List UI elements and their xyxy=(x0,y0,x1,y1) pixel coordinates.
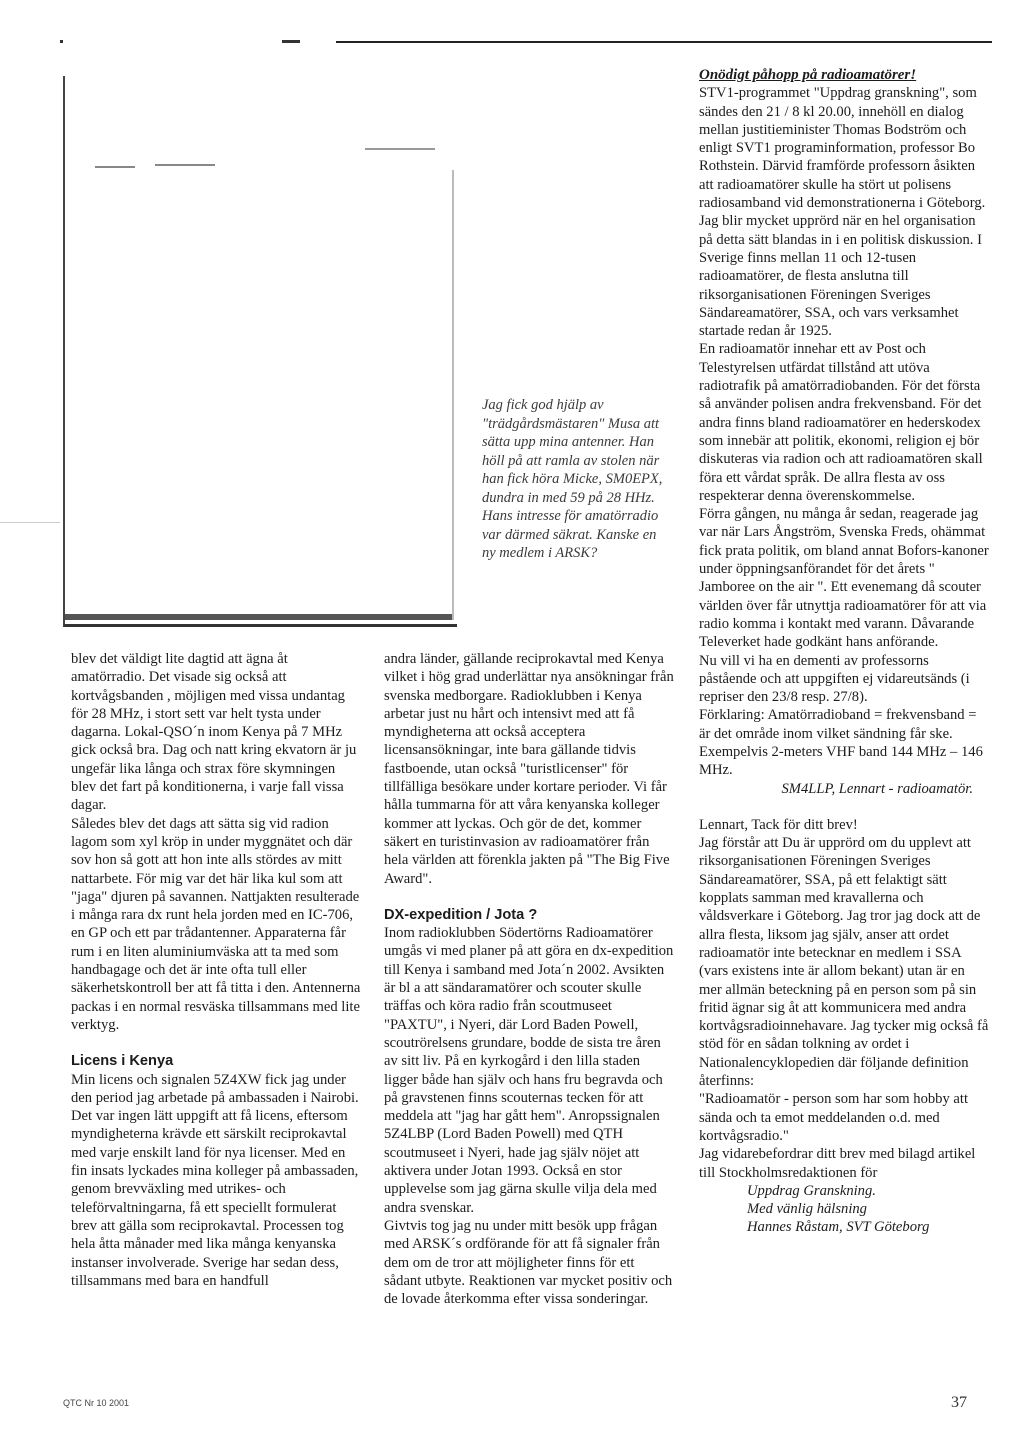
paragraph: andra länder, gällande reciprokavtal med Kenya vilket i hög grad underlättar nya ansökningar från svenska medborgare. Radioklubben i Kenya arbetar just nu hårt och intensivt med att få myndigheterna att också acceptera licensansökningar, inte bara gällande tidvis fastboende, utan också "turistlicenser" för tillfälliga besökare under kortare perioder. Vi får hålla tummarna för att våra kenyanska kolleger kommer att lyckas. Och gör de det, kommer säkert en turistinvasion av radioamatörer från hela världen att förenkla jakten på "The Big Five Award". xyxy=(384,651,674,887)
section-heading-licens: Licens i Kenya xyxy=(71,1053,174,1070)
paragraph: Jag vidarebefordrar ditt brev med bilagd artikel till Stockholmsredaktionen för xyxy=(699,1146,976,1181)
paragraph: Inom radioklubben Södertörns Radioamatörer umgås vi med planer på att göra en dx-expedition till Kenya i samband med Jota´n 2002. Avsikten är bl a att sändaramatörer och scouter skulle träffas och köra radio från scoutmuseet "PAXTU", i Nyeri, där Lord Baden Powell, scoutrörelsens grundare, bodde de sista tre åren av sitt liv. På en kyrkogård i den lilla staden ligger både han själv och hans fru begravda och på gravstenen finns scouternas tecken för att meddela att "jag har gått hem". Anropssignalen 5Z4LBP (Lord Baden Powell) med QTH scoutmuseet i Nyeri, hade jag själv nöjet att aktivera under Jotan 1993. Också en stor upplevelse som jag gärna skulle vilja dela med andra svenskar. xyxy=(384,925,674,1216)
paragraph: blev det väldigt lite dagtid att ägna åt amatörradio. Det visade sig också att kortvågsbanden , möjligen med vissa undantag för 28 MHz, i stort sett var helt tysta under dagarna. Lokal-QSO´n inom Kenya på 7 MHz gick också bra. Dag och natt kring ekvatorn är ju ungefär lika långa och strax före skymningen blev det fart på konditionerna, i varje fall vissa dagar. xyxy=(71,651,357,814)
top-dashes xyxy=(60,40,336,43)
paragraph: STV1-programmet "Uppdrag granskning", som sändes den 21 / 8 kl 20.00, innehöll en dialog mellan justitieminister Thomas Bodström och enligt SVT1 programinformation, professor Bo Rothstein. Därvid framförde professorn åsikten att radioamatörer skulle ha stört ut polisens radiosamband vid demonstrationerna i Göteborg. xyxy=(699,85,986,212)
paragraph: Således blev det dags att sätta sig vid radion lagom som xyl kröp in under myggnätet och där sov hon så gott att hon inte alls stördes av mitt nattarbete. För mig var det här lika kul som att "jaga" djuren på savannen. Nattjakten resulterade i många rara dx runt hela jorden med en IC-706, en GP och ett par trådantenner. Apparaterna får rum i en liten aluminiumväska att ta med som handbagage och det är inte ofta tull eller säkerhetskontroll ber att få titta i den. Antennerna packas i en normal resväska tillsammans med lite verktyg. xyxy=(71,815,361,1033)
paragraph: Nu vill vi ha en dementi av professorns påstående och att uppgiften ej vidareutsänds (i repriser den 23/8 resp. 27/8). xyxy=(699,652,970,706)
paragraph: Givtvis tog jag nu under mitt besök upp frågan med ARSK´s ordförande för att få signaler från dem om de tror att möjligheter finns för ett sådant utbyte. Reaktionen var mycket positiv och de lovade återkomma efter vissa sonderingar. xyxy=(384,1217,673,1308)
divider xyxy=(0,522,60,523)
issue-label: QTC Nr 10 2001 xyxy=(63,1398,130,1408)
column-3 xyxy=(699,66,989,1237)
signature-line: Uppdrag Granskning. xyxy=(747,1182,876,1199)
column-1 xyxy=(71,650,361,1290)
column-2 xyxy=(384,650,674,1308)
paragraph: Jag blir mycket upprörd när en hel organisation på detta sätt blandas in i en politisk diskussion. I Sverige finns mellan 11 och 12-tusen radioamatörer, de flesta anslutna till riksorganisationen Föreningen Sveriges Sändareamatörer, SSA, och vars verksamhet startade redan år 1925. xyxy=(699,213,982,340)
paragraph: Min licens och signalen 5Z4XW fick jag under den period jag arbetade på ambassaden i Nairobi. Det var ingen lätt uppgift att få licens, eftersom myndigheterna krävde ett särskilt reciprokavtal med varje enskilt land för nya licenser. Med en fin insats lyckades mina kolleger på ambassaden, genom brevväxling med utrikes- och teleförvaltningarna, få ett speciellt formulerat brev att gälla som reciprokavtal. Processen tog hela åtta månader med lika många kenyanska instanser involverade. Sverige har sedan dess, tillsammans med bara en handfull xyxy=(71,1071,359,1289)
paragraph: Lennart, Tack för ditt brev! xyxy=(699,816,858,833)
photo xyxy=(63,76,457,627)
section-heading-dx: DX-expedition / Jota ? xyxy=(384,906,538,923)
signature-line: Hannes Råstam, SVT Göteborg xyxy=(747,1219,930,1236)
photo-caption: Jag fick god hjälp av "trädgårdsmästaren" Musa att sätta upp mina antenner. Han höll på att ramla av stolen när han fick höra Micke, SM0EPX, dundra in med 59 på 28 HHz. Hans intresse för amatörradio var därmed säkrat. Kanske en ny medlem i ARSK? xyxy=(482,397,663,561)
page-number: 37 xyxy=(951,1394,967,1411)
signature-lennart: SM4LLP, Lennart - radioamatör. xyxy=(781,780,973,797)
photo-edge xyxy=(452,170,454,620)
paragraph: Förklaring: Amatörradioband = frekvensband = är det område inom vilket sändning får ske. Exempelvis 2-meters VHF band 144 MHz – 146 MHz. xyxy=(699,707,983,779)
paragraph: "Radioamatör - person som har som hobby att sända och ta emot meddelanden o.d. med kortvågsradio." xyxy=(699,1091,969,1144)
paragraph: Jag förstår att Du är upprörd om du upplevt att riksorganisationen Föreningen Sveriges Sändareamatörer, SSA, på ett felaktigt sätt kopplats samman med kravallerna och våldsverkare i Göteborg. Jag tror jag dock att de allra flesta, liksom jag själv, anser att ordet radioamatör inte betecknar en medlem i SSA (vars existens inte är allom bekant) utan är en mer allmän beteckning på en person som på sin fritid ägnar sig åt att kommunicera med andra kortvågsradioinnehavare. Jag tycker mig också få stöd för en sådan tolkning av ordet i Nationalencyklopedien där följande definition återfinns: xyxy=(699,835,989,1090)
signature-line: Med vänlig hälsning xyxy=(747,1201,867,1218)
paragraph: En radioamatör innehar ett av Post och Telestyrelsen utfärdat tillstånd att utöva radiotrafik på amatörradiobanden. För det första så använder polisen andra frekvensband. För det andra finns bland radioamatörer en hederskodex som innebär att politik, ekonomi, religion ej bör diskuteras via radion och att radioamatören skall föra ett vårdat språk. De allra flesta av oss respekterar denna överenskommelse. xyxy=(699,341,983,504)
top-rule xyxy=(336,41,992,43)
paragraph: Förra gången, nu många år sedan, reagerade jag var när Lars Ångström, Svenska Freds, ohämmat fick prata politik, om bland annat Bofors-kanoner under öppningsanförandet för det årets " Jamboree on the air ". Ett evenemang då scouter världen över får utnyttja radioamatörer för att via radio komma i kontakt med varann. Dåvarande Televerket hade godkänt hans anförande. xyxy=(699,506,989,651)
letter-heading: Onödigt påhopp på radioamatörer! xyxy=(699,67,917,83)
